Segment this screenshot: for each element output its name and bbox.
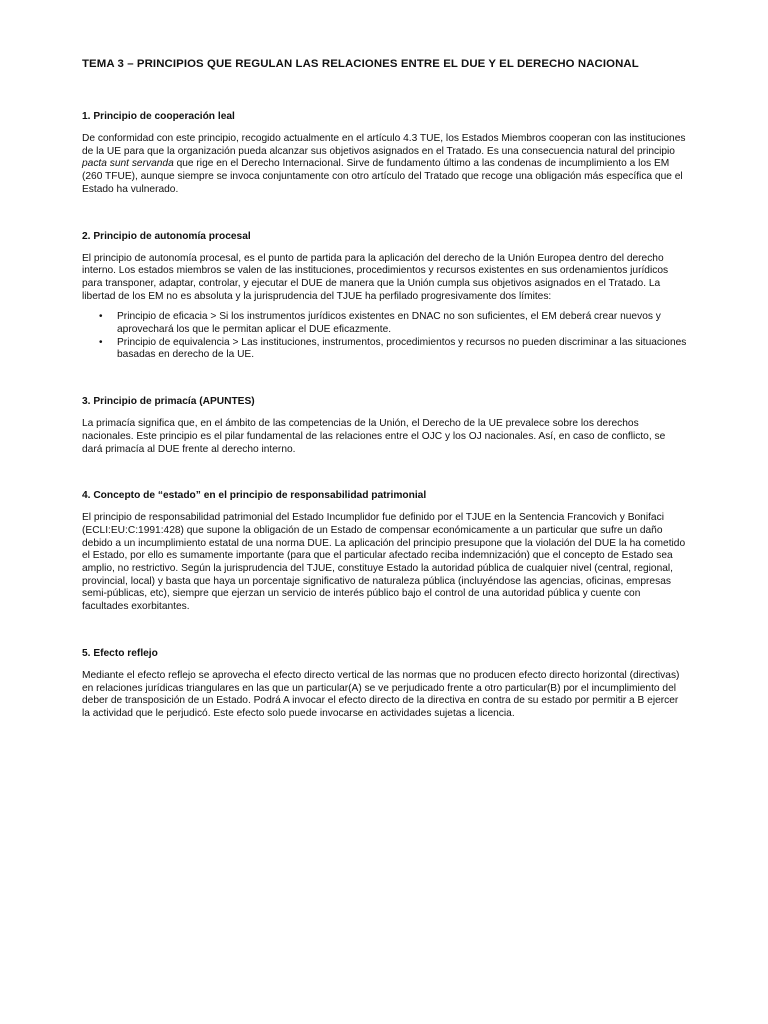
section-paragraph: El principio de autonomía procesal, es el punto de partida para la aplicación del derecho de la Unión Europea dentro del derecho interno. Los estados miembros se valen de las instituciones, procedimientos y recursos existentes en sus ordenamientos jurídicos para transponer, adaptar, controlar, y ejecutar el DUE de manera que la Unión cumpla sus objetivos asignados en el Tratado. La libertad de los EM no es absoluta y la jurisprudencia del TJUE ha perfilado progresivamente dos límites: (82, 252, 669, 302)
section-efecto-reflejo (82, 648, 688, 721)
section-heading: 3. Principio de primacía (APUNTES) (82, 396, 255, 408)
section-primacia (82, 396, 688, 456)
list-item-text: Principio de equivalencia > Las instituciones, instrumentos, procedimientos y recursos no pueden discriminar a las situaciones basadas en derecho de la UE. (117, 336, 687, 361)
limits-list (82, 311, 688, 362)
section-paragraph: De conformidad con este principio, recogido actualmente en el artículo 4.3 TUE, los Estados Miembros cooperan con las instituciones de la UE para que la organización pueda alcanzar sus objetivos asignados en el Tratado. Es una consecuencia natural del principio pacta sunt servanda que rige en el Derecho Internacional. Sirve de fundamento último a las condenas de incumplimiento a los EM (260 TFUE), aunque siempre se invoca conjuntamente con otro artículo del Tratado que recoge una obligación más específica que el Estado ha vulnerado. (82, 133, 686, 195)
list-item (82, 311, 688, 336)
list-item-text: Principio de eficacia > Si los instrumentos jurídicos existentes en DNAC no son suficientes, el EM deberá crear nuevos y aprovechará los que le permitan aplicar el DUE eficazmente. (117, 311, 661, 336)
section-paragraph: La primacía significa que, en el ámbito de las competencias de la Unión, el Derecho de la UE prevalece sobre los derechos nacionales. Este principio es el pilar fundamental de las relaciones entre el OJC y los OJ nacionales. Así, en caso de conflicto, se dará primacía al DUE frente al derecho interno. (82, 418, 666, 455)
list-item (82, 337, 688, 362)
section-heading: 5. Efecto reflejo (82, 647, 158, 659)
bullet-icon: • (99, 311, 103, 323)
section-paragraph: El principio de responsabilidad patrimonial del Estado Incumplidor fue definido por el TJUE en la Sentencia Francovich y Bonifaci (ECLI:EU:C:1991:428) que supone la obligación de un Estado de compensar económicamente a un particular que sufre un daño debido a un incumplimiento estatal de una norma DUE. La aplicación del principio presupone que la violación del DUE la ha cometido el Estado, por ello es sumamente importante (para que el particular afectado reciba indemnización) que el concepto de Estado sea amplio, no restrictivo. Según la jurisprudencia del TJUE, constituye Estado la autoridad pública de cualquier nivel (central, regional, provincial, local) y basta que haya un porcentaje significativo de naturaleza pública (incluyéndose las agencias, oficinas, empresas semi-públicas, etc), siempre que ejerzan un servicio de interés público bajo el control de una autoridad pública y cuente con facultades exorbitantes. (82, 512, 686, 613)
section-heading: 1. Principio de cooperación leal (82, 111, 235, 122)
section-concepto-estado (82, 490, 688, 614)
section-autonomia-procesal (82, 231, 688, 363)
section-heading: 2. Principio de autonomía procesal (82, 230, 251, 242)
document-title: TEMA 3 – PRINCIPIOS QUE REGULAN LAS RELACIONES ENTRE EL DUE Y EL DERECHO NACIONAL (82, 58, 639, 70)
section-cooperacion-leal (82, 111, 688, 197)
bullet-icon: • (99, 336, 103, 348)
latin-phrase: pacta sunt servanda (82, 158, 174, 170)
section-heading: 4. Concepto de “estado” en el principio de responsabilidad patrimonial (82, 490, 427, 502)
section-paragraph: Mediante el efecto reflejo se aprovecha el efecto directo vertical de las normas que no producen efecto directo horizontal (directivas) en relaciones jurídicas triangulares en las que un particular(A) se ve perjudicado frente a otro particular(B) por el incumplimiento del deber de transposición de un Estado. Podrá A invocar el efecto directo de la directiva en contra de su estado por permitir a B ejercer la actividad que le perjudicó. Este efecto solo puede invocarse en actividades sujetas a licencia. (82, 669, 680, 719)
